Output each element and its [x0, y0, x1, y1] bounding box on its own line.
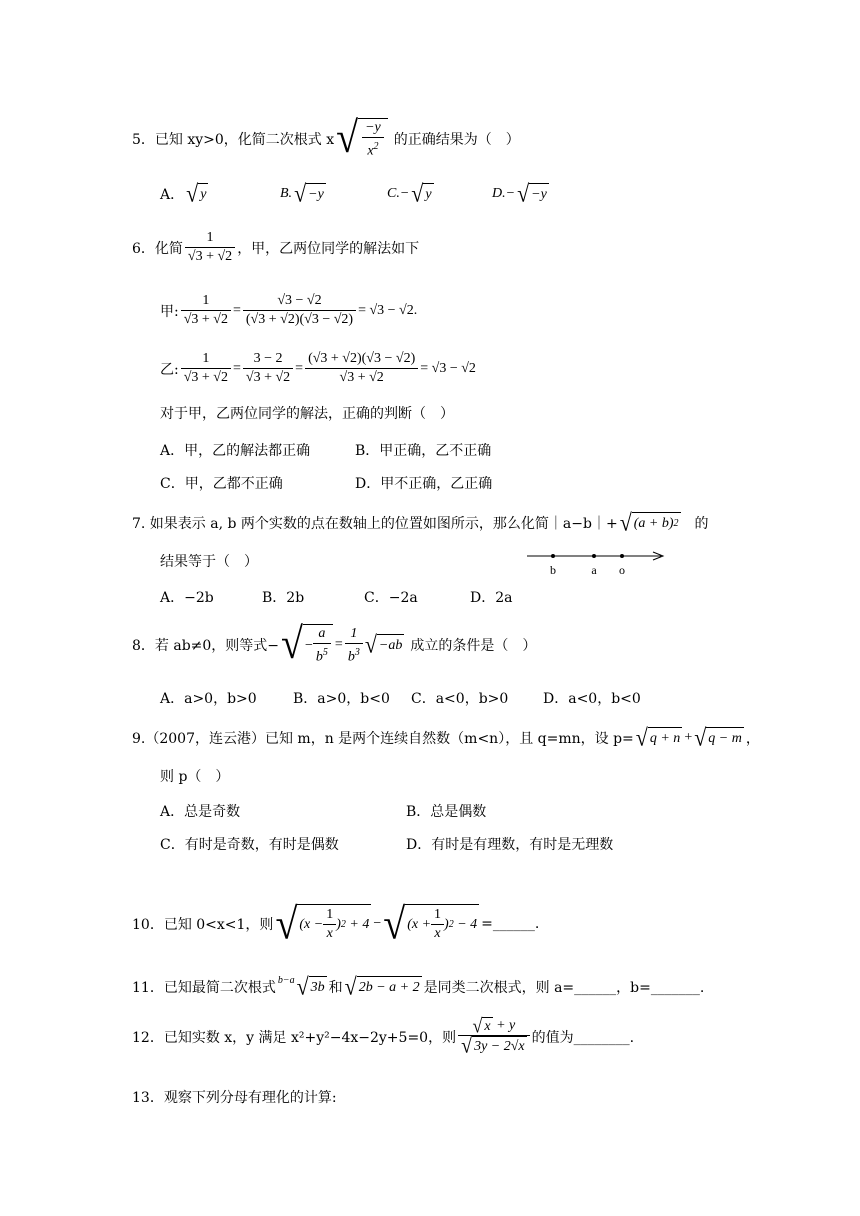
question-13: 13．观察下列分母有理化的计算: [132, 1090, 337, 1106]
q7-option-d: D．2a [470, 590, 513, 606]
question-9: 9.（2007，连云港）已知 m，n 是两个连续自然数（m<n），且 q=mn，设 p= √ q + n + √ q − m ， [132, 723, 760, 752]
q9-option-d: D．有时是有理数，有时是无理数 [406, 837, 614, 853]
q7-option-c: C．−2a [364, 590, 418, 606]
q8-option-d: D．a<0，b<0 [543, 691, 641, 707]
q6-option-d: D．甲不正确，乙正确 [355, 476, 493, 492]
q5-option-b: B. √ −y [280, 179, 324, 208]
q7-option-a: A．−2b [160, 590, 214, 606]
question-10: 10．已知 0<x<1，则 √ (x − $\frac{1}{x}$ ) 2 + 4 − √ (x + $\frac{1}{x}$ ) 2 − 4 =______. [132, 898, 540, 949]
q6-yi-solution: 乙: $\frac{1}{√3 + √2}$ = $\frac{3 - 2}{√3 + √2}$ = $\frac{(√3 + √2)(√3 - √2)}{√3 + √2}$ = √3 − √2 [160, 351, 476, 385]
question-8: 8．若 ab≠0，则等式− √ − $\frac{a}{b^5}$ = $\frac{1}{b^3}$ √ −ab 成立的条件是（ ） [132, 618, 537, 669]
label-b: b [550, 563, 556, 577]
point-o [620, 554, 624, 558]
q9-line2: 则 p（ ） [160, 769, 230, 785]
question-12: 12．已知实数 x，y 满足 x²+y²−4x−2y+5=0，则 √ x + y √ 3y − 2√x 的值为________. [132, 1015, 635, 1059]
q6-option-b: B．甲正确，乙不正确 [355, 443, 492, 459]
question-5 [132, 112, 520, 163]
q5-option-c: C.− √ y [387, 179, 432, 208]
question-11: 11．已知最简二次根式 b−a √ 3b 和 √ 2b − a + 2 是同类二次根式，则 a=______，b=_______. [132, 972, 705, 1001]
q5-tail: 的正确结果为（ ） [393, 132, 520, 149]
point-b [551, 554, 555, 558]
q7-option-b: B．2b [262, 590, 305, 606]
question-7: 7. 如果表示 a, b 两个实数的点在数轴上的位置如图所示，那么化简｜a−b｜+ √ (a + b) 2 的 [132, 508, 709, 537]
q8-option-a: A．a>0，b>0 [160, 691, 257, 707]
number-line-figure [525, 547, 670, 579]
q5-option-a: A． √ y [160, 179, 207, 208]
q9-option-a: A．总是奇数 [160, 804, 241, 820]
q6-option-a: A．甲，乙的解法都正确 [160, 443, 311, 459]
q6-option-c: C．甲，乙都不正确 [160, 476, 283, 492]
point-a [592, 554, 596, 558]
question-6: 6．化简 $\frac{1}{√3 + √2}$ ，甲，乙两位同学的解法如下 [132, 230, 420, 264]
q8-option-b: B．a>0，b<0 [293, 691, 390, 707]
q8-option-c: C．a<0，b>0 [411, 691, 509, 707]
q6-jia-solution: 甲: $\frac{1}{√3 + √2}$ = $\frac{√3 - √2}{(√3 + √2)(√3 - √2)}$ = √3 − √2. [160, 293, 418, 327]
q6-question: 对于甲，乙两位同学的解法，正确的判断（ ） [160, 406, 454, 422]
q9-option-c: C．有时是奇数，有时是偶数 [160, 837, 339, 853]
q9-option-b: B．总是偶数 [406, 804, 487, 820]
q5-stem: 5．已知 xy>0，化简二次根式 x [132, 132, 335, 149]
q5-option-d: D.− √ −y [492, 179, 547, 208]
label-a: a [591, 563, 597, 577]
q7-line2: 结果等于（ ） [160, 554, 258, 570]
label-o: o [619, 563, 625, 577]
q5-radical: √ $\frac{-y}{x^2}$ [336, 118, 388, 161]
